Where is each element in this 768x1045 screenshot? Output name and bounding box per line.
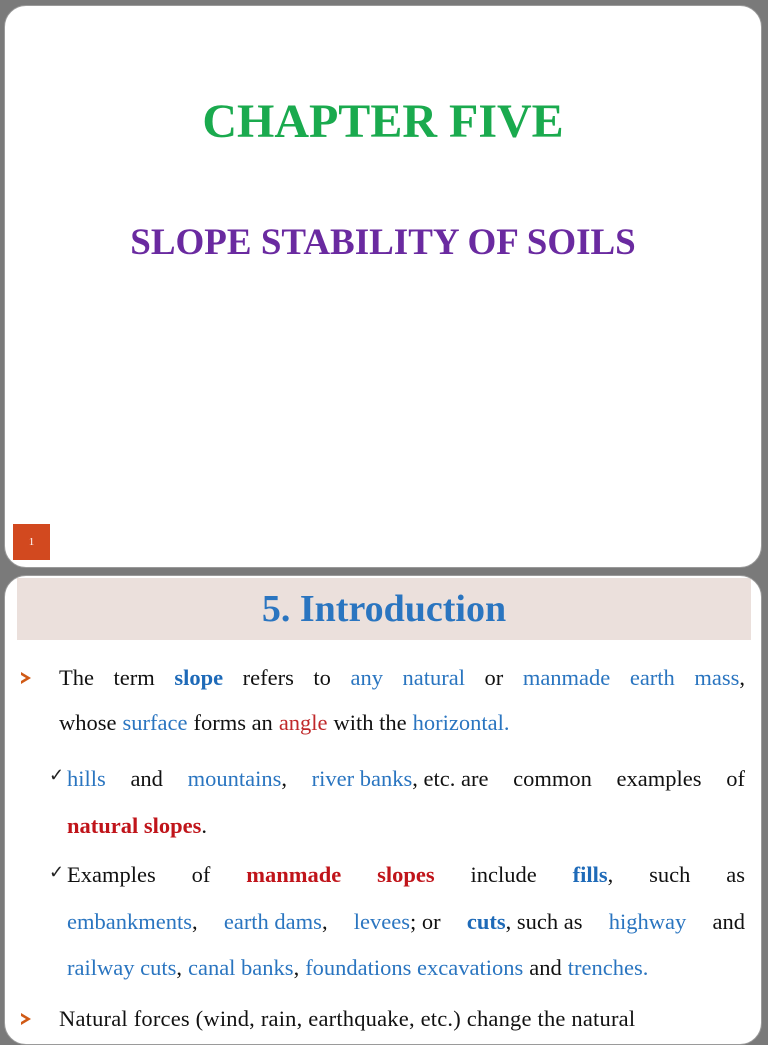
bullet-1-line-1: The term slope refers to any natural or manmade earth mass,: [59, 663, 745, 693]
check-2-line-2: embankments, earth dams, levees; or cuts, such as highway and: [67, 909, 745, 934]
term-slope: slope: [174, 665, 224, 690]
bullet-1-line-2: whose surface forms an angle with the horizontal.: [59, 710, 510, 735]
introduction-slide: [4, 575, 762, 1045]
arrow-bullet-icon: [21, 672, 31, 684]
chapter-subtitle: SLOPE STABILITY OF SOILS: [130, 222, 636, 263]
title-slide: [4, 5, 762, 568]
term-natural-slopes: natural slopes: [67, 813, 202, 838]
check-2-line-3: railway cuts, canal banks, foundations excavations and trenches.: [67, 955, 649, 980]
chapter-title: CHAPTER FIVE: [202, 95, 564, 148]
check-1-line-2: natural slopes .: [67, 811, 207, 841]
title-bar: [17, 578, 751, 640]
check-2-line-1: Examples of manmade slopes include fills, such as: [67, 862, 745, 887]
slide-title: 5. Introduction: [261, 588, 507, 630]
check-bullet-icon: ✓: [49, 862, 65, 882]
slide-number-badge: 1: [13, 524, 50, 560]
arrow-bullet-icon: [21, 1013, 31, 1025]
check-1-line-1: hills and mountains, river banks, etc. are common examples of: [67, 766, 745, 791]
bullet-2-line-1: Natural forces (wind, rain, earthquake, etc.) change the natural: [59, 1006, 636, 1031]
check-bullet-icon: ✓: [49, 765, 65, 785]
